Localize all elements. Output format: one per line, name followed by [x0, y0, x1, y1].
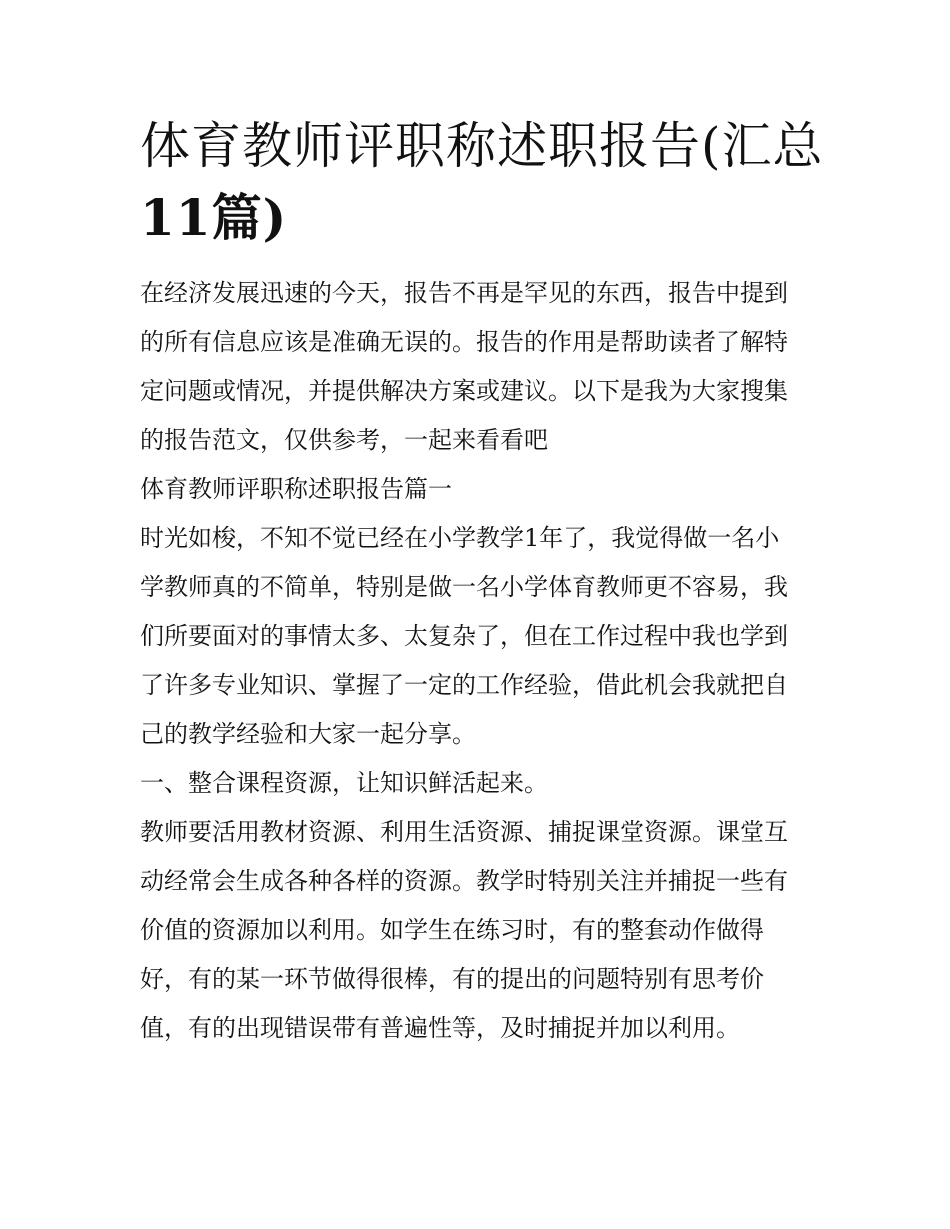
body-line: 己的教学经验和大家一起分享。: [140, 720, 476, 748]
body-line: 好，有的某一环节做得很棒，有的提出的问题特别有思考价: [140, 965, 764, 993]
body-line: 学教师真的不简单，特别是做一名小学体育教师更不容易，我: [140, 573, 788, 601]
subheading: 一、整合课程资源，让知识鲜活起来。: [140, 769, 548, 797]
body-line: 时光如梭，不知不觉已经在小学教学1年了，我觉得做一名小: [140, 524, 780, 552]
document-title: [140, 110, 824, 254]
document-body: [140, 269, 812, 1053]
body-line: 在经济发展迅速的今天，报告不再是罕见的东西，报告中提到: [140, 279, 788, 307]
document-page: [140, 110, 824, 1053]
section-heading: 体育教师评职称述职报告篇一: [140, 475, 452, 503]
body-line: 教师要活用教材资源、利用生活资源、捕捉课堂资源。课堂互: [140, 818, 788, 846]
body-line: 的报告范文，仅供参考，一起来看看吧: [140, 426, 548, 454]
body-line: 们所要面对的事情太多、太复杂了，但在工作过程中我也学到: [140, 622, 788, 650]
body-line: 的所有信息应该是准确无误的。报告的作用是帮助读者了解特: [140, 328, 788, 356]
body-line: 价值的资源加以利用。如学生在练习时，有的整套动作做得: [140, 916, 764, 944]
body-line: 定问题或情况，并提供解决方案或建议。以下是我为大家搜集: [140, 377, 788, 405]
body-line: 值，有的出现错误带有普遍性等，及时捕捉并加以利用。: [140, 1014, 740, 1042]
body-line: 了许多专业知识、掌握了一定的工作经验，借此机会我就把自: [140, 671, 788, 699]
title-line-2: 11篇): [140, 188, 288, 247]
body-line: 动经常会生成各种各样的资源。教学时特别关注并捕捉一些有: [140, 867, 788, 895]
title-line-1: 体育教师评职称述职报告(汇总: [140, 117, 824, 175]
